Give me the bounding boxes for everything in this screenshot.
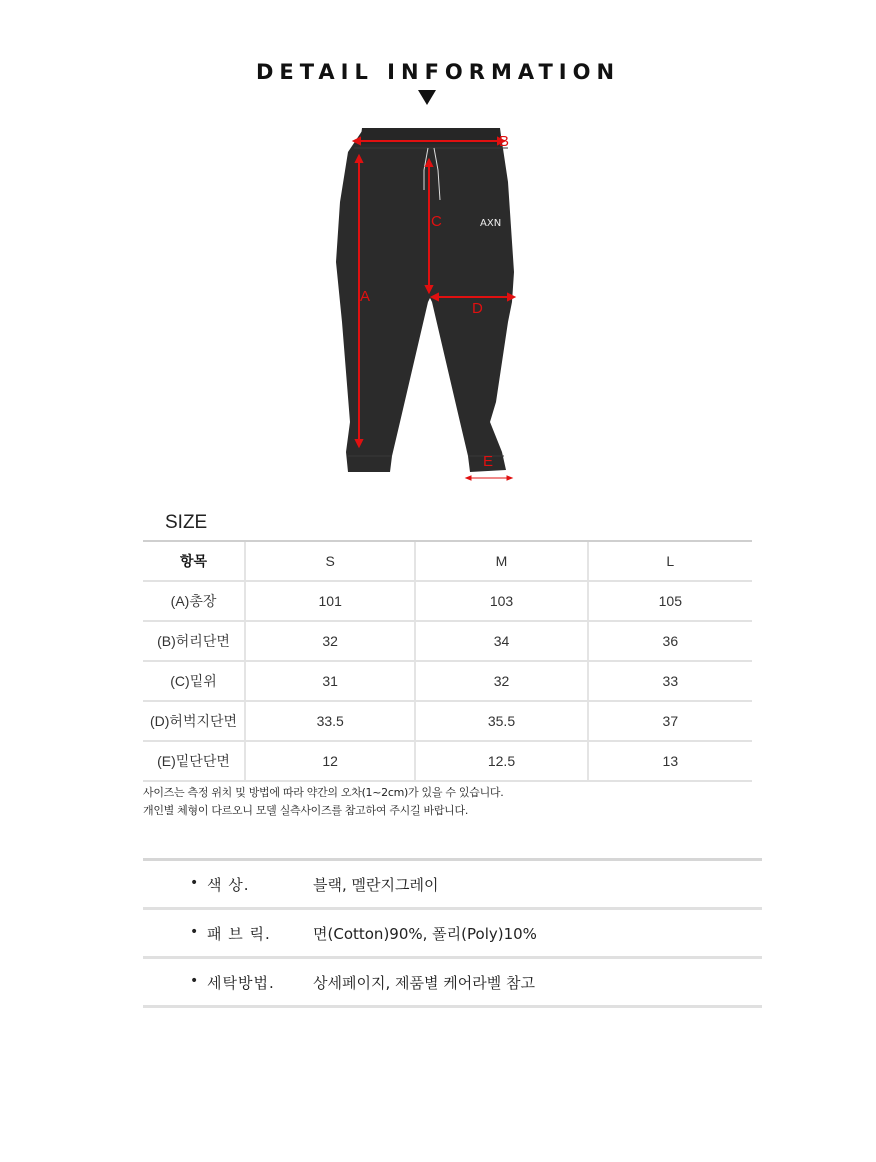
header-size-s: S: [245, 541, 415, 581]
label-a: A: [360, 288, 371, 305]
brand-logo: AXN: [480, 218, 502, 229]
detail-information-title: DETAIL INFORMATION: [255, 60, 621, 84]
table-row: [143, 741, 752, 781]
cell-value: 37: [588, 701, 752, 741]
info-value-washing: 상세페이지, 제품별 케어라벨 참고: [313, 974, 535, 992]
measure-arrow-e-right: [507, 476, 512, 480]
bullet-icon: •: [190, 875, 199, 891]
info-row-fabric: [143, 910, 762, 959]
row-label: (A)총장: [143, 581, 245, 621]
size-table-header: [143, 541, 752, 581]
cell-value: 31: [245, 661, 415, 701]
pants-diagram: [330, 122, 530, 482]
cell-value: 33: [588, 661, 752, 701]
measure-arrow-e-left: [466, 476, 471, 480]
cell-value: 32: [415, 661, 587, 701]
product-info-list: [143, 858, 762, 1008]
cell-value: 12.5: [415, 741, 587, 781]
cell-value: 35.5: [415, 701, 587, 741]
cell-value: 33.5: [245, 701, 415, 741]
info-label-fabric: 패 브 릭.: [207, 925, 271, 943]
row-label: (E)밑단단면: [143, 741, 245, 781]
cell-value: 34: [415, 621, 587, 661]
cell-value: 32: [245, 621, 415, 661]
down-triangle-icon: [418, 90, 436, 105]
info-row-washing: [143, 959, 762, 1008]
size-note-body-type: 개인별 체형이 다르오니 모델 실측사이즈를 참고하여 주시길 바랍니다.: [143, 804, 469, 817]
table-row: [143, 661, 752, 701]
bullet-icon: •: [190, 973, 199, 989]
header-size-m: M: [415, 541, 587, 581]
info-label-washing: 세탁방법.: [207, 974, 275, 992]
label-d: D: [472, 300, 483, 317]
label-b: B: [499, 133, 510, 150]
info-value-color: 블랙, 멜란지그레이: [313, 876, 439, 894]
table-row: [143, 621, 752, 661]
label-c: C: [431, 213, 442, 230]
table-row: [143, 581, 752, 621]
header-item: 항목: [143, 541, 245, 581]
cell-value: 12: [245, 741, 415, 781]
header-size-l: L: [588, 541, 752, 581]
cell-value: 103: [415, 581, 587, 621]
info-row-color: [143, 858, 762, 910]
bullet-icon: •: [190, 924, 199, 940]
size-table: [143, 540, 752, 782]
cell-value: 101: [245, 581, 415, 621]
info-label-color: 색 상.: [207, 876, 250, 894]
size-note-tolerance: 사이즈는 측정 위치 및 방법에 따라 약간의 오차(1~2cm)가 있을 수 있습니다.: [143, 786, 504, 799]
label-e: E: [483, 453, 494, 470]
size-section-title: SIZE: [165, 512, 208, 533]
row-label: (C)밑위: [143, 661, 245, 701]
table-row: [143, 701, 752, 741]
cell-value: 36: [588, 621, 752, 661]
cell-value: 105: [588, 581, 752, 621]
measure-arrow-d-right: [508, 294, 514, 300]
row-label: (D)허벅지단면: [143, 701, 245, 741]
cell-value: 13: [588, 741, 752, 781]
info-value-fabric: 면(Cotton)90%, 폴리(Poly)10%: [313, 925, 537, 943]
row-label: (B)허리단면: [143, 621, 245, 661]
